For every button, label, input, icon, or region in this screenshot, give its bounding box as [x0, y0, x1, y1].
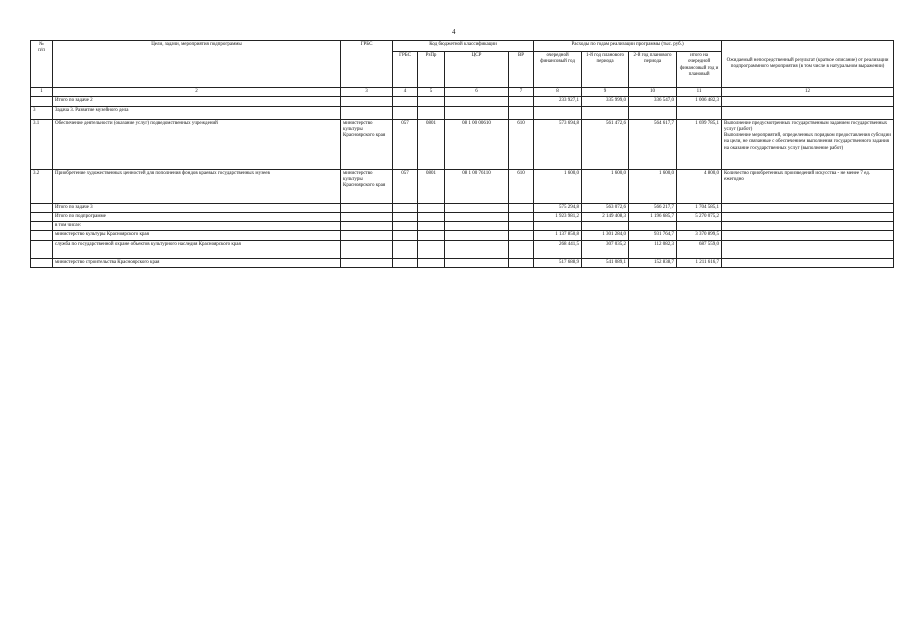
row-value-total: 1 699 785,1 [677, 119, 722, 169]
row-name: министерство строительства Красноярского края [53, 258, 341, 267]
row-name: Итого по задаче 2 [53, 97, 341, 106]
col-number: 10 [629, 88, 677, 97]
table-row [31, 222, 894, 231]
row-name: Обеспечение деятельности (оказание услуг) подведомственных учреждений [53, 119, 341, 169]
row-value-2: 2 149 408,3 [582, 212, 629, 221]
row-result [722, 240, 894, 258]
row-vr [509, 203, 534, 212]
header-sub-csr: ЦСР [445, 52, 509, 88]
program-table [30, 40, 894, 268]
row-grbs-code [393, 240, 418, 258]
row-value-2: 541 089,1 [582, 258, 629, 267]
row-rzpr: 0801 [418, 119, 445, 169]
row-num [31, 222, 53, 231]
row-value-1: 575 294,8 [534, 203, 582, 212]
row-num [31, 97, 53, 106]
header-sub-rzpr: РзПр [418, 52, 445, 88]
row-value-1: 268 441,5 [534, 240, 582, 258]
col-number: 11 [677, 88, 722, 97]
row-rzpr: 0801 [418, 169, 445, 203]
row-grbs-code: 057 [393, 119, 418, 169]
row-result [722, 203, 894, 212]
row-result: Выполнение предусмотренных государственным заданием государственных услуг (работ) Выполнение мероприятий, определенных порядком предоставления субсидии на цели, не связанные с обеспечением выполнения государственного задания на оказание государственных услуг (выполнение работ) [722, 119, 894, 169]
row-vr [509, 231, 534, 240]
col-number: 3 [341, 88, 393, 97]
row-value-2: 1 301 284,0 [582, 231, 629, 240]
row-vr [509, 222, 534, 231]
row-csr [445, 258, 509, 267]
row-name: Итого по задаче 3 [53, 203, 341, 212]
row-value-total: 3 370 899,5 [677, 231, 722, 240]
row-value-2: 563 072,6 [582, 203, 629, 212]
table-row [31, 97, 894, 106]
row-name: Приобретение художественных ценностей для пополнения фондов краевых государственных музеев [53, 169, 341, 203]
col-number: 7 [509, 88, 534, 97]
row-value-3: 564 617,7 [629, 119, 677, 169]
header-sub-vr: ВР [509, 52, 534, 88]
row-rzpr [418, 222, 445, 231]
row-rzpr [418, 258, 445, 267]
row-value-2: 1 600,0 [582, 169, 629, 203]
row-value-3: 152 838,7 [629, 258, 677, 267]
col-number: 5 [418, 88, 445, 97]
row-grbs [341, 203, 393, 212]
row-value-total: 5 270 075,2 [677, 212, 722, 221]
row-csr [445, 212, 509, 221]
row-csr [445, 106, 509, 119]
row-name: Итого по подпрограмме [53, 212, 341, 221]
row-value-3: 112 082,3 [629, 240, 677, 258]
row-grbs [341, 97, 393, 106]
row-value-2: 335 999,0 [582, 97, 629, 106]
row-value-3: 1 600,0 [629, 169, 677, 203]
row-num [31, 258, 53, 267]
row-rzpr [418, 106, 445, 119]
row-grbs-code [393, 231, 418, 240]
row-num: 3.1 [31, 119, 53, 169]
row-result [722, 258, 894, 267]
row-value-3: 931 764,7 [629, 231, 677, 240]
header-year-1: очередной финансовый год [534, 52, 582, 88]
row-value-2 [582, 106, 629, 119]
header-total: итого на очередной финансовый год и плановый [677, 52, 722, 88]
header-sub-grbs: ГРБС [393, 52, 418, 88]
row-csr [445, 203, 509, 212]
table-row [31, 231, 894, 240]
row-value-1: 1 600,0 [534, 169, 582, 203]
row-name: министерство культуры Красноярского края [53, 231, 341, 240]
row-num [31, 240, 53, 258]
table-row [31, 169, 894, 203]
row-grbs: министерство культуры Красноярского края [341, 119, 393, 169]
row-name: в том числе: [53, 222, 341, 231]
row-value-1: 573 694,8 [534, 119, 582, 169]
row-csr [445, 222, 509, 231]
table-row [31, 240, 894, 258]
header-budget-code: Код бюджетной классификации [393, 41, 534, 52]
row-grbs: министерство культуры Красноярского края [341, 169, 393, 203]
row-value-total [677, 222, 722, 231]
header-result: Ожидаемый непосредственный результат (краткое описание) от реализации подпрограммного мероприятия (в том числе в натуральном выражении) [722, 41, 894, 88]
row-value-1: 517 688,9 [534, 258, 582, 267]
row-name: Задача 3. Развитие музейного дела [53, 106, 341, 119]
header-year-3: 2-й год планового периода [629, 52, 677, 88]
table-row [31, 119, 894, 169]
row-value-3 [629, 106, 677, 119]
row-rzpr [418, 97, 445, 106]
row-rzpr [418, 212, 445, 221]
row-grbs-code [393, 212, 418, 221]
row-value-1: 1 923 981,2 [534, 212, 582, 221]
row-result: Количество приобретенных произведений искусства - не менее 7 ед. ежегодно [722, 169, 894, 203]
row-vr [509, 212, 534, 221]
row-value-2 [582, 222, 629, 231]
row-value-2: 307 035,2 [582, 240, 629, 258]
header-year-2: 1-й год планового периода [582, 52, 629, 88]
row-num [31, 203, 53, 212]
row-value-1 [534, 222, 582, 231]
row-csr [445, 240, 509, 258]
row-vr: 610 [509, 119, 534, 169]
row-csr [445, 97, 509, 106]
row-grbs-code: 057 [393, 169, 418, 203]
row-value-total: 4 800,0 [677, 169, 722, 203]
row-vr: 610 [509, 169, 534, 203]
table-row [31, 203, 894, 212]
table-row [31, 212, 894, 221]
row-rzpr [418, 231, 445, 240]
row-vr [509, 258, 534, 267]
row-grbs [341, 258, 393, 267]
table-row [31, 258, 894, 267]
col-number: 9 [582, 88, 629, 97]
row-grbs-code [393, 258, 418, 267]
row-value-3: 336 547,0 [629, 97, 677, 106]
row-rzpr [418, 203, 445, 212]
row-result [722, 222, 894, 231]
row-vr [509, 240, 534, 258]
header-expenses: Расходы по годам реализации программы (тыс. руб.) [534, 41, 722, 52]
row-value-total [677, 106, 722, 119]
row-vr [509, 97, 534, 106]
row-result [722, 212, 894, 221]
col-number: 4 [393, 88, 418, 97]
row-value-1: 233 927,1 [534, 97, 582, 106]
row-value-total: 687 559,0 [677, 240, 722, 258]
row-value-3: 566 217,7 [629, 203, 677, 212]
row-num: 3 [31, 106, 53, 119]
header-num: № п/п [31, 41, 53, 88]
row-grbs [341, 212, 393, 221]
col-number: 2 [53, 88, 341, 97]
row-value-total: 1 704 585,1 [677, 203, 722, 212]
row-grbs [341, 222, 393, 231]
row-grbs [341, 106, 393, 119]
row-rzpr [418, 240, 445, 258]
row-num [31, 231, 53, 240]
row-grbs-code [393, 106, 418, 119]
row-result [722, 231, 894, 240]
header-goals: Цели, задачи, мероприятия подпрограммы [53, 41, 341, 88]
row-grbs [341, 240, 393, 258]
row-grbs [341, 231, 393, 240]
row-csr: 08 1 00 00610 [445, 119, 509, 169]
col-number: 8 [534, 88, 582, 97]
row-value-2: 561 472,6 [582, 119, 629, 169]
header-grbs: ГРБС [341, 41, 393, 88]
row-grbs-code [393, 222, 418, 231]
row-csr: 08 1 00 76110 [445, 169, 509, 203]
page-number: 4 [452, 28, 456, 36]
row-num: 3.2 [31, 169, 53, 203]
row-grbs-code [393, 97, 418, 106]
row-num [31, 212, 53, 221]
col-number: 6 [445, 88, 509, 97]
col-number: 12 [722, 88, 894, 97]
row-vr [509, 106, 534, 119]
row-value-total: 1 006 482,3 [677, 97, 722, 106]
table-row [31, 106, 894, 119]
row-value-1: 1 137 850,8 [534, 231, 582, 240]
row-csr [445, 231, 509, 240]
row-result [722, 106, 894, 119]
row-grbs-code [393, 203, 418, 212]
row-name: служба по государственной охране объектов культурного наследия Красноярского края [53, 240, 341, 258]
col-number: 1 [31, 88, 53, 97]
row-value-3 [629, 222, 677, 231]
row-result [722, 97, 894, 106]
row-value-3: 1 196 685,7 [629, 212, 677, 221]
row-value-1 [534, 106, 582, 119]
row-value-total: 1 211 616,7 [677, 258, 722, 267]
